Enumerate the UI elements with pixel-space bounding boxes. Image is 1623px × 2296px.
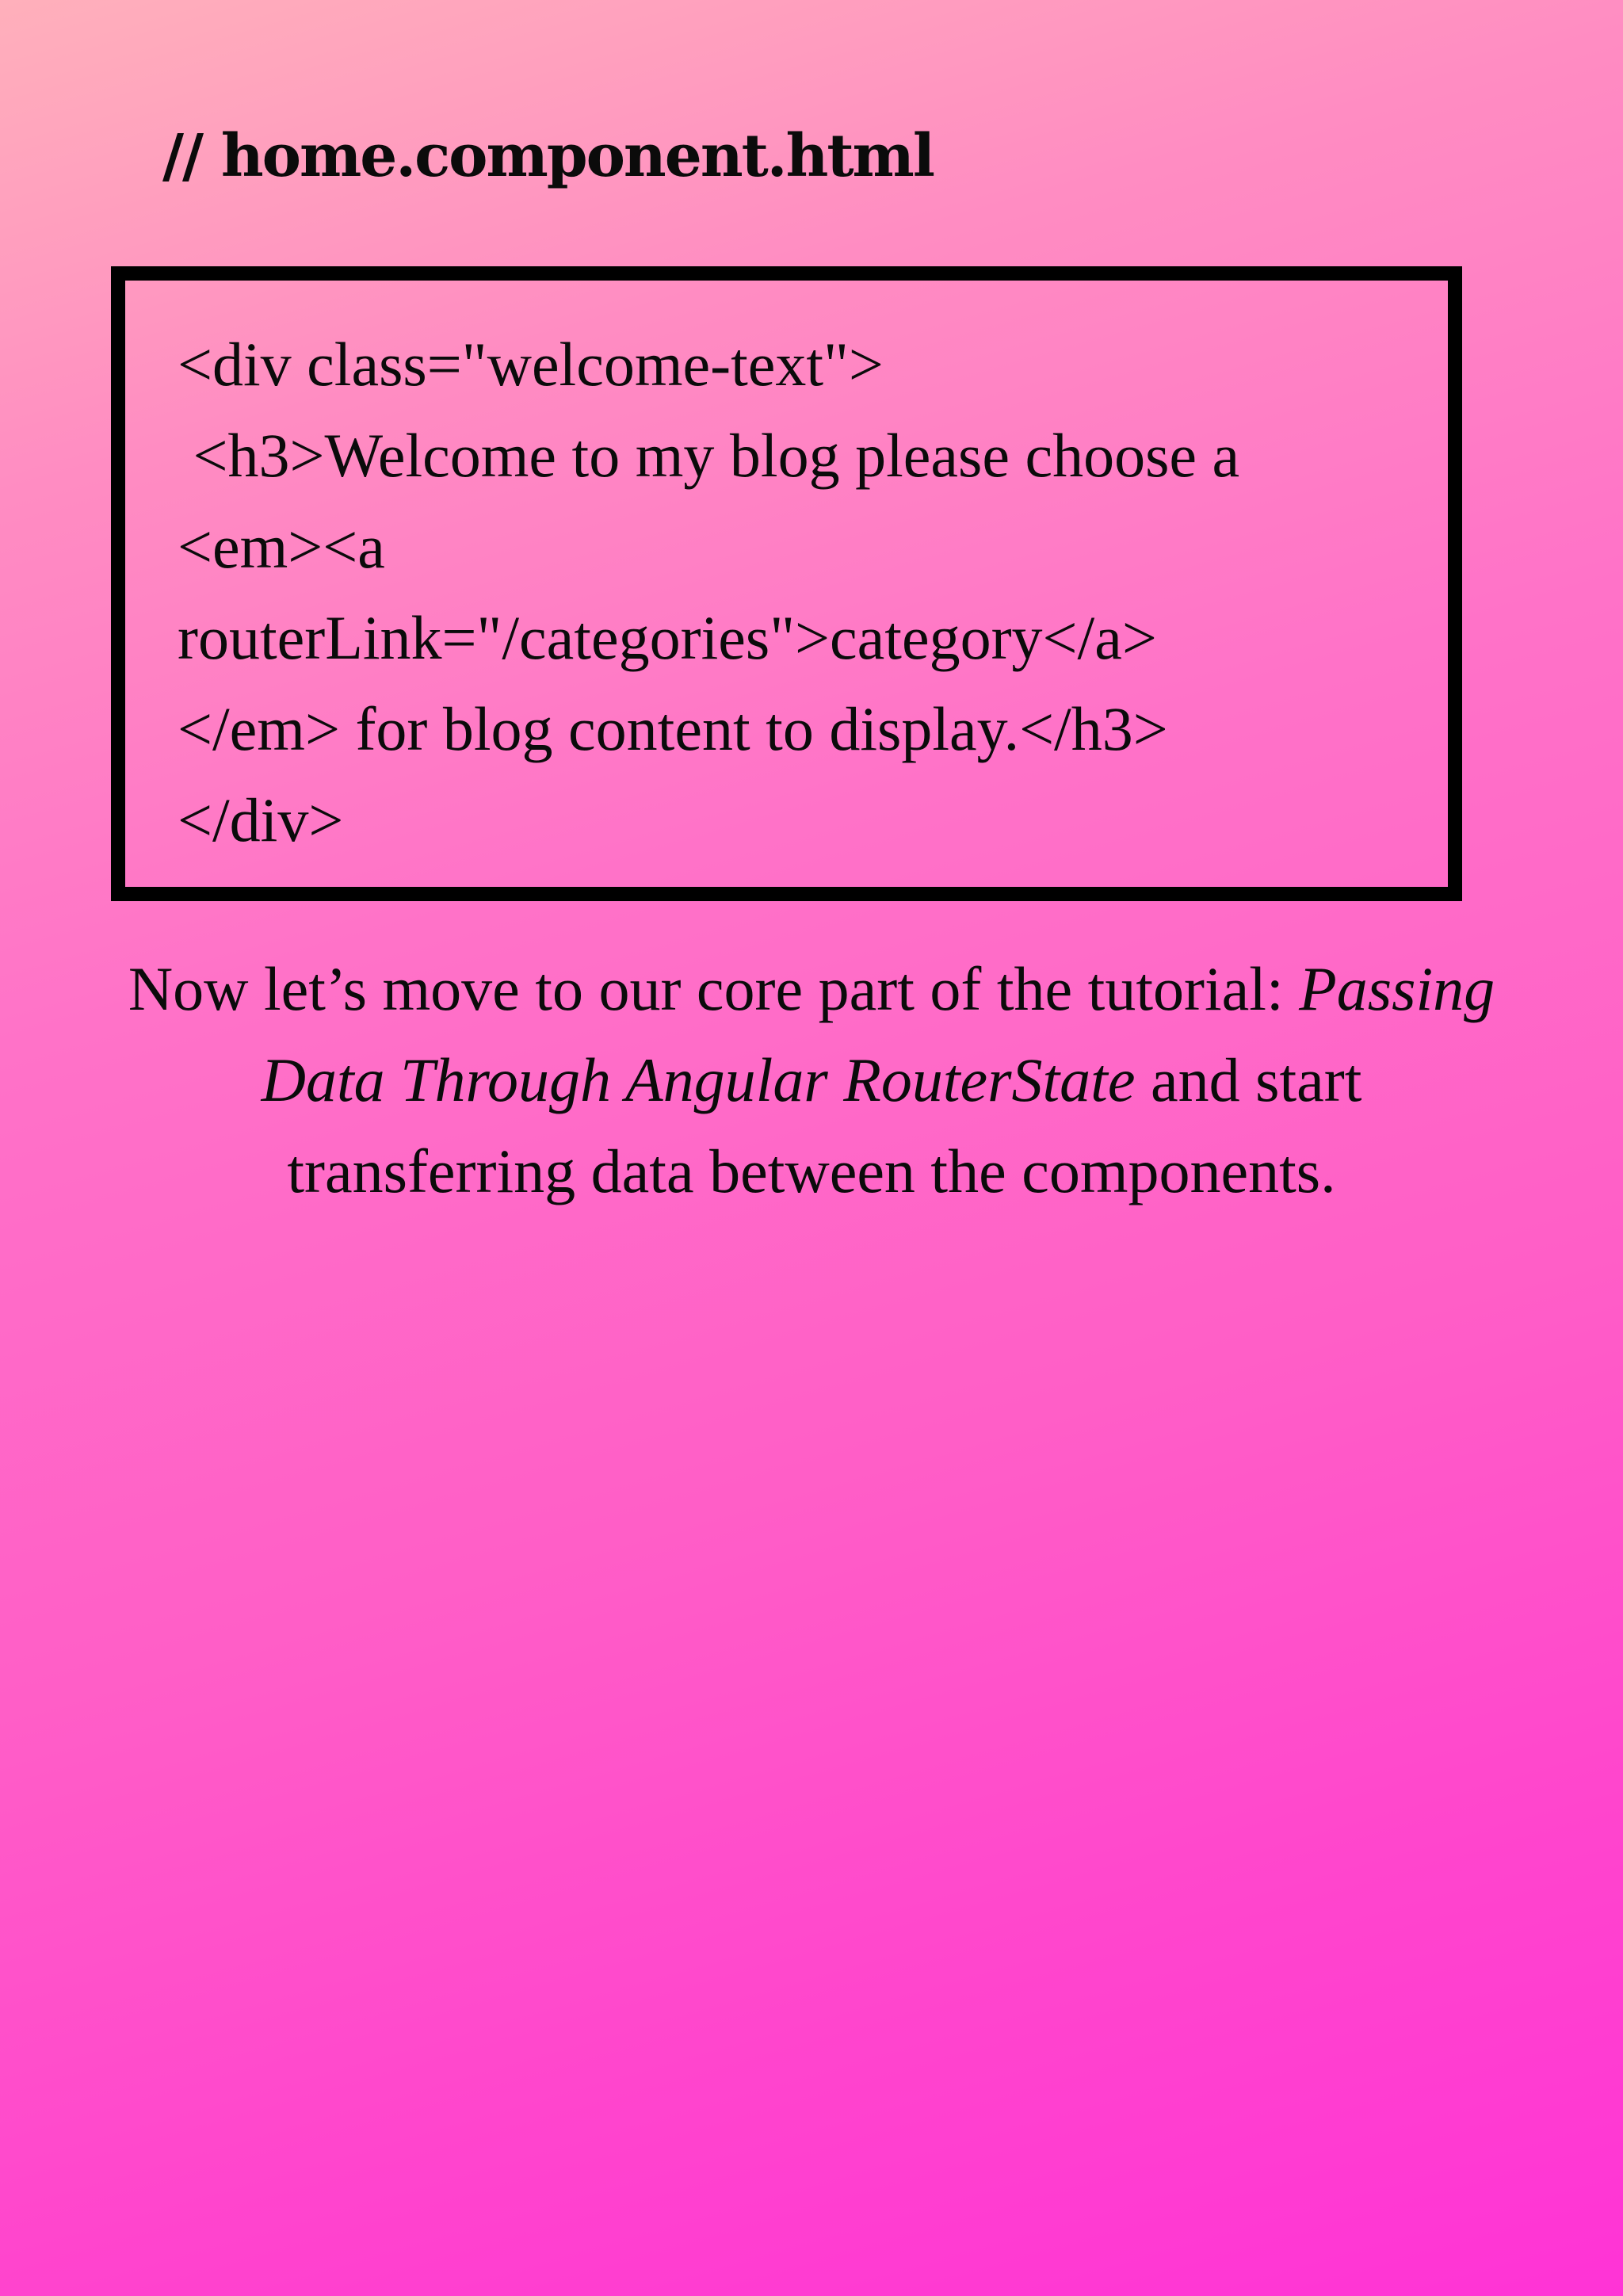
- code-line: routerLink="/categories">category</a>: [178, 603, 1157, 672]
- paragraph-text-after: and start transferring data between the components.: [287, 1045, 1362, 1205]
- code-block: [111, 266, 1462, 901]
- code-line: </div>: [178, 785, 344, 854]
- paragraph-text-before: Now let’s move to our core part of the tutorial:: [128, 954, 1300, 1023]
- file-name-heading: // home.component.html: [162, 122, 934, 190]
- code-line: </em> for blog content to display.</h3>: [178, 694, 1168, 763]
- code-lines: [178, 319, 1239, 865]
- code-line: <div class="welcome-text">: [178, 330, 884, 399]
- explanation-paragraph: [119, 943, 1504, 1217]
- code-line: <h3>Welcome to my blog please choose a: [178, 421, 1240, 490]
- code-line: <em><a: [178, 512, 385, 581]
- paragraph-emphasis: Passing Data Through Angular RouterState: [261, 954, 1495, 1114]
